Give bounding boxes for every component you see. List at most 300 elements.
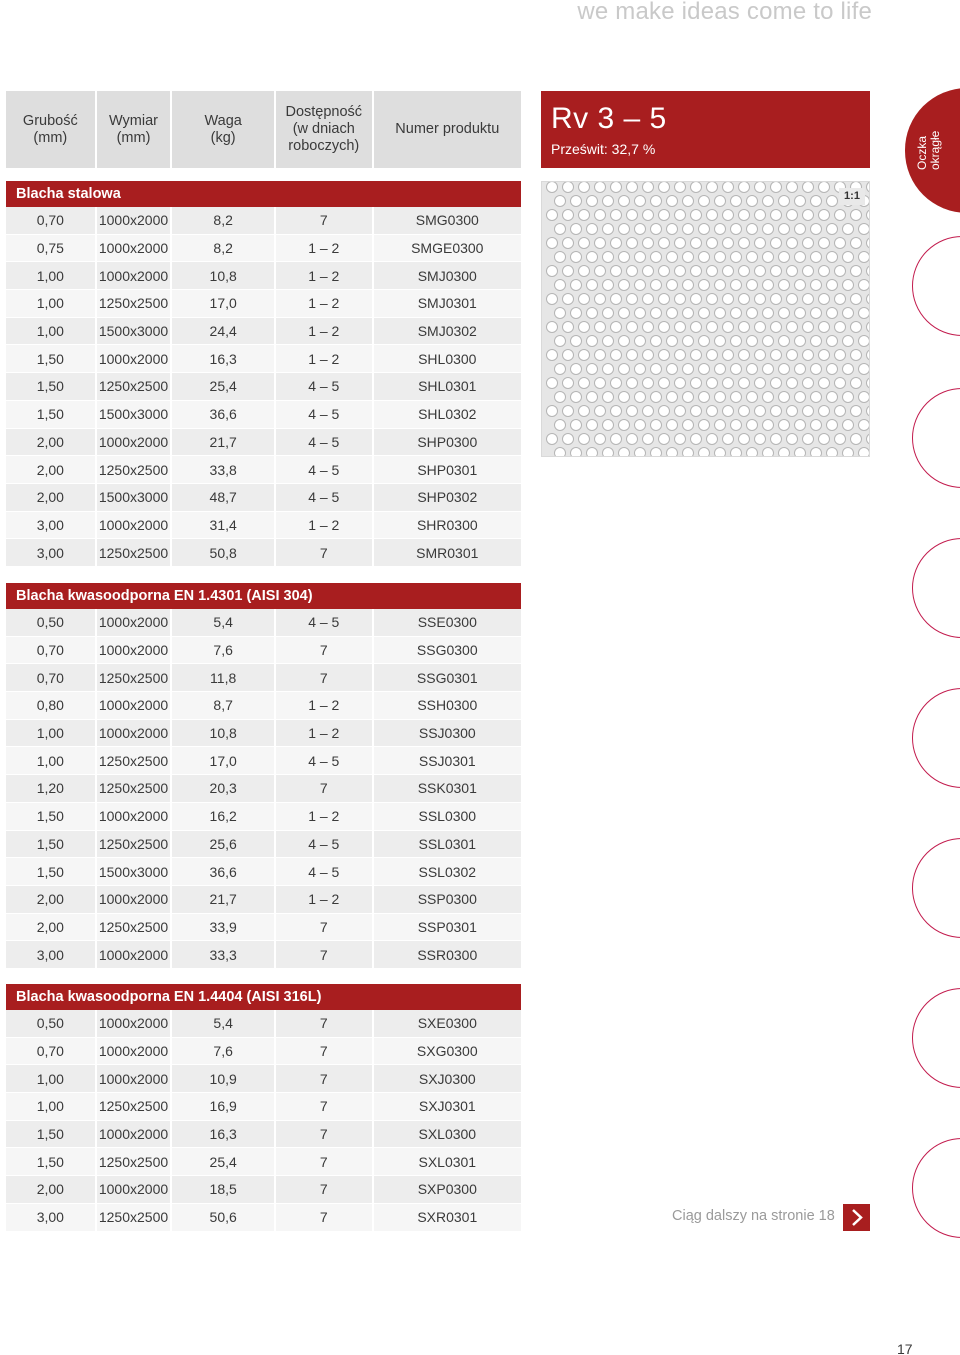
perforation-hole — [723, 266, 734, 277]
perforation-hole — [547, 406, 558, 417]
cell-dimension: 1000x2000 — [97, 235, 171, 262]
perforation-hole — [803, 210, 814, 221]
cell-product-number: SXL0300 — [374, 1121, 521, 1148]
perforation-hole — [683, 336, 694, 347]
perforation-hole — [659, 406, 670, 417]
table-row — [6, 456, 521, 484]
perforation-hole — [747, 196, 758, 207]
perforation-hole — [779, 364, 790, 375]
cell-product-number: SSJ0300 — [374, 720, 521, 747]
cell-availability: 7 — [276, 1010, 372, 1037]
perforation-hole — [795, 196, 806, 207]
perforation-hole — [571, 196, 582, 207]
cell-availability: 1 – 2 — [276, 720, 372, 747]
perforation-hole — [707, 378, 718, 389]
section-title: Blacha kwasoodporna EN 1.4301 (AISI 304) — [6, 583, 521, 609]
table-row — [6, 637, 521, 665]
table-row — [6, 373, 521, 401]
perforation-hole — [619, 196, 630, 207]
perforation-hole — [867, 434, 871, 445]
perforation-hole — [587, 448, 598, 458]
perforation-hole — [595, 434, 606, 445]
perforation-hole — [651, 448, 662, 458]
perforation-hole — [851, 322, 862, 333]
perforation-hole — [547, 434, 558, 445]
perforation-hole — [587, 336, 598, 347]
perforation-hole — [803, 406, 814, 417]
perforation-hole — [827, 224, 838, 235]
perforation-hole — [731, 392, 742, 403]
perforation-hole — [819, 378, 830, 389]
perforation-hole — [691, 182, 702, 193]
table-header — [6, 91, 521, 168]
perforation-hole — [867, 378, 871, 389]
cell-availability: 1 – 2 — [276, 262, 372, 289]
perforation-hole — [667, 392, 678, 403]
perforation-hole — [811, 196, 822, 207]
table-row — [6, 747, 521, 775]
perforation-hole — [739, 238, 750, 249]
cell-thickness: 2,00 — [6, 1176, 95, 1203]
cell-weight: 33,3 — [172, 941, 274, 968]
perforation-hole — [603, 448, 614, 458]
perforation-hole — [747, 364, 758, 375]
cell-dimension: 1000x2000 — [97, 692, 171, 719]
cell-weight: 21,7 — [172, 429, 274, 456]
perforation-hole — [659, 210, 670, 221]
header-weight: Waga (kg) — [172, 91, 274, 168]
perforation-hole — [843, 392, 854, 403]
perforation-hole — [547, 210, 558, 221]
perforation-hole — [731, 364, 742, 375]
perforation-hole — [595, 322, 606, 333]
perforation-hole — [579, 238, 590, 249]
perforation-hole — [803, 294, 814, 305]
cell-product-number: SXR0301 — [374, 1204, 521, 1231]
perforation-hole — [723, 434, 734, 445]
perforation-hole — [571, 224, 582, 235]
perforation-hole — [755, 210, 766, 221]
perforation-hole — [595, 266, 606, 277]
cell-availability: 7 — [276, 664, 372, 691]
perforation-hole — [731, 196, 742, 207]
table-row — [6, 1204, 521, 1232]
table-row — [6, 803, 521, 831]
cell-weight: 10,9 — [172, 1065, 274, 1092]
perforation-hole — [563, 182, 574, 193]
perforation-hole — [587, 392, 598, 403]
perforation-hole — [547, 266, 558, 277]
perforation-hole — [587, 196, 598, 207]
perforation-hole — [755, 406, 766, 417]
perforation-hole — [683, 224, 694, 235]
cell-weight: 16,3 — [172, 1121, 274, 1148]
perforation-hole — [763, 252, 774, 263]
table-row — [6, 831, 521, 859]
cell-product-number: SHR0300 — [374, 512, 521, 539]
continuation-text: Ciąg dalszy na stronie 18 — [672, 1208, 835, 1224]
cell-weight: 7,6 — [172, 1038, 274, 1065]
perforation-hole — [779, 196, 790, 207]
cell-thickness: 1,00 — [6, 720, 95, 747]
perforation-hole — [571, 448, 582, 458]
perforation-hole — [811, 308, 822, 319]
perforation-hole — [747, 280, 758, 291]
perforation-hole — [547, 322, 558, 333]
side-category-circle[interactable] — [912, 1138, 960, 1238]
cell-thickness: 2,00 — [6, 914, 95, 941]
perforation-hole — [851, 406, 862, 417]
perforation-hole — [691, 322, 702, 333]
perforation-hole — [683, 308, 694, 319]
cell-weight: 5,4 — [172, 609, 274, 636]
side-category-circle[interactable] — [912, 538, 960, 638]
cell-availability: 1 – 2 — [276, 512, 372, 539]
cell-availability: 7 — [276, 1065, 372, 1092]
perforation-pattern — [542, 182, 870, 457]
perforation-hole — [739, 406, 750, 417]
perforation-hole — [859, 224, 870, 235]
perforation-hole — [867, 406, 871, 417]
perforation-hole — [787, 350, 798, 361]
perforation-hole — [795, 364, 806, 375]
perforation-hole — [731, 252, 742, 263]
cell-thickness: 0,50 — [6, 1010, 95, 1037]
perforation-hole — [787, 294, 798, 305]
perforation-hole — [835, 350, 846, 361]
page-number: 17 — [897, 1341, 913, 1355]
perforation-hole — [843, 252, 854, 263]
perforation-hole — [579, 322, 590, 333]
cell-availability: 4 – 5 — [276, 484, 372, 511]
cell-dimension: 1000x2000 — [97, 1121, 171, 1148]
side-category-circle[interactable] — [912, 988, 960, 1088]
perforation-hole — [555, 392, 566, 403]
cell-availability: 7 — [276, 1121, 372, 1148]
perforation-hole — [859, 392, 870, 403]
perforation-hole — [859, 420, 870, 431]
perforation-hole — [547, 350, 558, 361]
perforation-hole — [683, 448, 694, 458]
perforation-hole — [819, 406, 830, 417]
perforation-hole — [667, 224, 678, 235]
cell-thickness: 0,75 — [6, 235, 95, 262]
perforation-hole — [627, 406, 638, 417]
perforation-hole — [595, 406, 606, 417]
perforation-hole — [763, 392, 774, 403]
perforation-hole — [643, 406, 654, 417]
perforation-hole — [707, 350, 718, 361]
table-row — [6, 858, 521, 886]
perforation-hole — [771, 322, 782, 333]
table-row — [6, 914, 521, 942]
cell-product-number: SSP0301 — [374, 914, 521, 941]
perforation-hole — [699, 224, 710, 235]
perforation-hole — [763, 448, 774, 458]
perforation-hole — [643, 350, 654, 361]
table-row — [6, 345, 521, 373]
perforation-hole — [579, 378, 590, 389]
perforation-hole — [835, 322, 846, 333]
table-row — [6, 941, 521, 969]
cell-availability: 7 — [276, 637, 372, 664]
perforation-hole — [595, 350, 606, 361]
perforation-hole — [787, 406, 798, 417]
table-row — [6, 609, 521, 637]
perforation-hole — [555, 252, 566, 263]
cell-availability: 1 – 2 — [276, 318, 372, 345]
cell-thickness: 2,00 — [6, 886, 95, 913]
perforation-hole — [843, 420, 854, 431]
perforation-hole — [835, 434, 846, 445]
table-row — [6, 775, 521, 803]
perforation-hole — [827, 308, 838, 319]
perforation-hole — [611, 182, 622, 193]
cell-weight: 25,4 — [172, 1148, 274, 1175]
cell-thickness: 0,70 — [6, 207, 95, 234]
perforation-hole — [651, 364, 662, 375]
perforation-hole — [835, 294, 846, 305]
perforation-hole — [659, 322, 670, 333]
cell-dimension: 1000x2000 — [97, 262, 171, 289]
cell-availability: 7 — [276, 207, 372, 234]
cell-dimension: 1000x2000 — [97, 1038, 171, 1065]
perforation-hole — [643, 294, 654, 305]
perforation-hole — [755, 182, 766, 193]
cell-thickness: 1,00 — [6, 747, 95, 774]
perforation-hole — [819, 266, 830, 277]
perforation-hole — [611, 322, 622, 333]
cell-weight: 17,0 — [172, 290, 274, 317]
perforation-hole — [715, 224, 726, 235]
table-row — [6, 318, 521, 346]
perforation-hole — [851, 434, 862, 445]
cell-thickness: 1,50 — [6, 401, 95, 428]
perforation-hole — [611, 350, 622, 361]
cell-thickness: 3,00 — [6, 512, 95, 539]
cell-dimension: 1250x2500 — [97, 831, 171, 858]
next-page-button[interactable] — [843, 1204, 870, 1231]
perforation-hole — [675, 434, 686, 445]
side-category-circle[interactable] — [912, 388, 960, 488]
perforation-hole — [563, 378, 574, 389]
table-row — [6, 664, 521, 692]
side-category-circle[interactable] — [912, 838, 960, 938]
perforation-hole — [611, 294, 622, 305]
perforation-hole — [715, 196, 726, 207]
cell-thickness: 2,00 — [6, 484, 95, 511]
cell-product-number: SHL0300 — [374, 345, 521, 372]
perforation-hole — [651, 252, 662, 263]
cell-availability: 4 – 5 — [276, 456, 372, 483]
perforation-hole — [851, 238, 862, 249]
cell-dimension: 1000x2000 — [97, 886, 171, 913]
perforation-hole — [643, 378, 654, 389]
perforation-hole — [763, 364, 774, 375]
perforation-hole — [771, 406, 782, 417]
perforation-hole — [859, 308, 870, 319]
cell-thickness: 0,80 — [6, 692, 95, 719]
cell-availability: 1 – 2 — [276, 886, 372, 913]
perforation-hole — [867, 266, 871, 277]
perforation-hole — [811, 252, 822, 263]
product-open-area: Prześwit: 32,7 % — [551, 141, 656, 157]
perforation-hole — [579, 182, 590, 193]
perforation-hole — [675, 182, 686, 193]
perforation-hole — [811, 392, 822, 403]
perforation-hole — [827, 448, 838, 458]
perforation-hole — [835, 266, 846, 277]
cell-weight: 31,4 — [172, 512, 274, 539]
cell-weight: 24,4 — [172, 318, 274, 345]
perforation-hole — [707, 434, 718, 445]
perforation-hole — [643, 182, 654, 193]
cell-product-number: SXJ0301 — [374, 1093, 521, 1120]
cell-weight: 8,2 — [172, 235, 274, 262]
perforation-hole — [723, 322, 734, 333]
cell-product-number: SXG0300 — [374, 1038, 521, 1065]
perforation-hole — [579, 406, 590, 417]
cell-thickness: 1,00 — [6, 262, 95, 289]
perforation-hole — [739, 350, 750, 361]
cell-weight: 48,7 — [172, 484, 274, 511]
perforation-hole — [763, 420, 774, 431]
cell-thickness: 1,50 — [6, 803, 95, 830]
perforation-hole — [707, 238, 718, 249]
perforation-hole — [635, 196, 646, 207]
perforation-hole — [571, 280, 582, 291]
table-row — [6, 1065, 521, 1093]
perforation-hole — [659, 182, 670, 193]
cell-dimension: 1000x2000 — [97, 941, 171, 968]
perforation-hole — [603, 252, 614, 263]
perforation-hole — [595, 238, 606, 249]
perforation-hole — [755, 294, 766, 305]
cell-product-number: SHL0301 — [374, 373, 521, 400]
perforation-hole — [699, 392, 710, 403]
perforation-hole — [619, 280, 630, 291]
perforation-hole — [603, 280, 614, 291]
perforation-hole — [555, 280, 566, 291]
perforation-hole — [627, 350, 638, 361]
perforation-hole — [691, 266, 702, 277]
perforation-hole — [827, 364, 838, 375]
perforation-hole — [699, 336, 710, 347]
perforation-hole — [779, 448, 790, 458]
cell-thickness: 1,50 — [6, 1121, 95, 1148]
perforation-hole — [763, 224, 774, 235]
cell-thickness: 1,50 — [6, 345, 95, 372]
perforation-hole — [603, 420, 614, 431]
table-row — [6, 1121, 521, 1149]
perforation-hole — [771, 210, 782, 221]
perforation-hole — [715, 280, 726, 291]
perforation-hole — [747, 448, 758, 458]
perforation-hole — [699, 196, 710, 207]
perforation-hole — [683, 420, 694, 431]
perforation-hole — [715, 336, 726, 347]
perforation-hole — [683, 392, 694, 403]
cell-thickness: 0,70 — [6, 637, 95, 664]
cell-availability: 1 – 2 — [276, 803, 372, 830]
perforation-hole — [603, 392, 614, 403]
perforation-hole — [715, 392, 726, 403]
cell-thickness: 1,50 — [6, 1148, 95, 1175]
perforation-hole — [843, 224, 854, 235]
perforation-hole — [667, 364, 678, 375]
perforation-hole — [627, 294, 638, 305]
perforation-hole — [843, 280, 854, 291]
perforation-hole — [739, 294, 750, 305]
table-row — [6, 262, 521, 290]
perforation-hole — [803, 238, 814, 249]
perforation-hole — [675, 406, 686, 417]
perforation-hole — [619, 336, 630, 347]
cell-dimension: 1250x2500 — [97, 1204, 171, 1231]
perforation-hole — [835, 406, 846, 417]
cell-product-number: SHP0302 — [374, 484, 521, 511]
perforation-hole — [667, 196, 678, 207]
cell-product-number: SMJ0301 — [374, 290, 521, 317]
section-title: Blacha kwasoodporna EN 1.4404 (AISI 316L) — [6, 984, 521, 1010]
perforation-hole — [603, 224, 614, 235]
perforation-hole — [563, 322, 574, 333]
cell-product-number: SSL0301 — [374, 831, 521, 858]
perforation-hole — [851, 378, 862, 389]
perforation-hole — [659, 378, 670, 389]
cell-weight: 10,8 — [172, 720, 274, 747]
perforation-hole — [779, 224, 790, 235]
cell-product-number: SMR0301 — [374, 539, 521, 566]
perforation-hole — [699, 308, 710, 319]
cell-weight: 20,3 — [172, 775, 274, 802]
perforation-hole — [691, 406, 702, 417]
perforation-hole — [659, 266, 670, 277]
section-title: Blacha stalowa — [6, 181, 521, 207]
perforation-hole — [723, 210, 734, 221]
perforation-hole — [571, 336, 582, 347]
perforation-hole — [787, 238, 798, 249]
perforation-hole — [691, 238, 702, 249]
cell-thickness: 0,50 — [6, 609, 95, 636]
perforation-hole — [771, 378, 782, 389]
cell-thickness: 0,70 — [6, 664, 95, 691]
cell-weight: 16,9 — [172, 1093, 274, 1120]
perforation-hole — [611, 266, 622, 277]
perforation-hole — [835, 378, 846, 389]
cell-product-number: SSE0300 — [374, 609, 521, 636]
cell-product-number: SSG0300 — [374, 637, 521, 664]
perforation-hole — [619, 392, 630, 403]
perforation-hole — [651, 224, 662, 235]
section-rows — [6, 207, 521, 567]
perforation-hole — [579, 350, 590, 361]
perforation-hole — [755, 350, 766, 361]
table-row — [6, 692, 521, 720]
perforation-hole — [731, 448, 742, 458]
perforation-hole — [555, 364, 566, 375]
perforation-hole — [715, 420, 726, 431]
cell-dimension: 1500x3000 — [97, 401, 171, 428]
side-category-circle[interactable] — [912, 236, 960, 336]
perforated-sheet-image — [541, 181, 870, 457]
perforation-hole — [859, 280, 870, 291]
perforation-hole — [763, 196, 774, 207]
side-category-circle[interactable] — [912, 688, 960, 788]
cell-product-number: SSJ0301 — [374, 747, 521, 774]
cell-product-number: SSH0300 — [374, 692, 521, 719]
cell-availability: 4 – 5 — [276, 373, 372, 400]
